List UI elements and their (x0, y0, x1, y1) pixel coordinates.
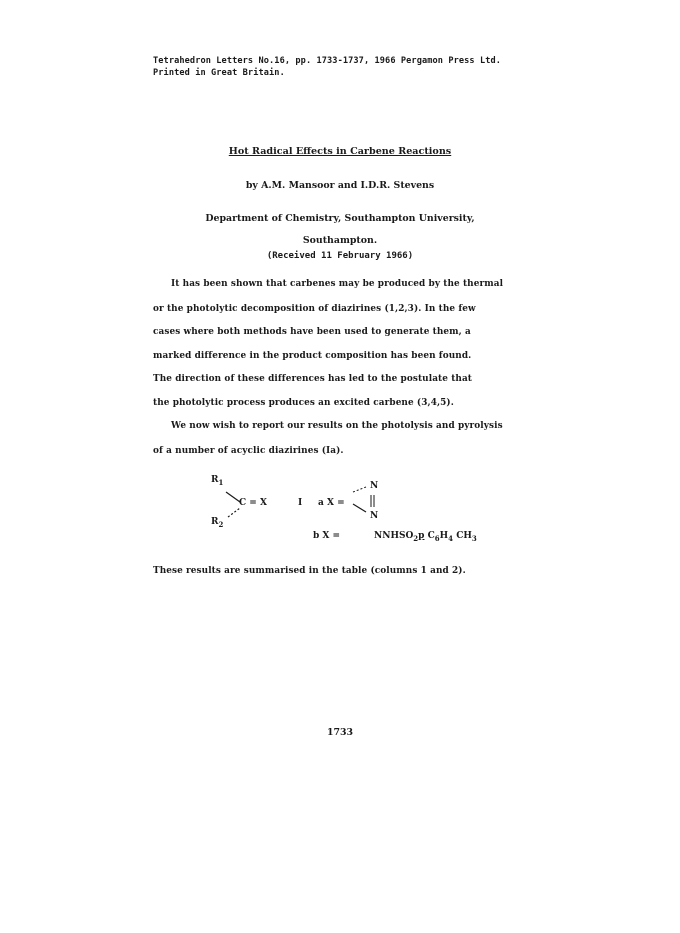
paragraph-line: These results are summarised in the table (columns 1 and 2). (153, 566, 466, 576)
nitrogen-bottom: N (370, 511, 379, 521)
authors: by A.M. Mansoor and I.D.R. Stevens (245, 180, 435, 191)
paragraph-line: or the photolytic decomposition of diazirines (1,2,3). In the few (153, 304, 476, 314)
variant-b: b X = (313, 531, 341, 541)
paragraph-line: of a number of acyclic diazirines (Ia). (153, 446, 344, 456)
journal-header: Tetrahedron Letters No.16, pp. 1733-1737, 1966 Pergamon Press Ltd. (153, 56, 502, 66)
r2-label: $R_2$ (211, 517, 224, 529)
variant-a: a X = (318, 498, 345, 508)
tosylhydrazone-formula: $NNHSO_2p$ $C_6H_4$ $CH_3$ (374, 531, 477, 543)
compound-label-I: I (298, 498, 303, 508)
received-date: (Received 11 February 1966) (266, 251, 414, 261)
paragraph-line: It has been shown that carbenes may be produced by the thermal (171, 279, 504, 289)
page-number: 1733 (326, 727, 354, 738)
affiliation-city: Southampton. (302, 235, 378, 246)
article-title: Hot Radical Effects in Carbene Reactions (228, 146, 452, 157)
paragraph-line: marked difference in the product composition has been found. (153, 351, 472, 361)
paragraph-line: We now wish to report our results on the photolysis and pyrolysis (171, 421, 503, 431)
paragraph-line: cases where both methods have been used to generate them, a (153, 327, 471, 337)
structure-bonds (200, 470, 380, 540)
printed-notice: Printed in Great Britain. (153, 68, 285, 78)
affiliation: Department of Chemistry, Southampton University, (205, 213, 475, 224)
nitrogen-top: N (370, 481, 379, 491)
paragraph-line: the photolytic process produces an excited carbene (3,4,5). (153, 398, 454, 408)
carbon-x: C = X (239, 498, 267, 508)
r1-label: $R_1$ (211, 475, 224, 487)
paragraph-line: The direction of these differences has led to the postulate that (153, 374, 472, 384)
